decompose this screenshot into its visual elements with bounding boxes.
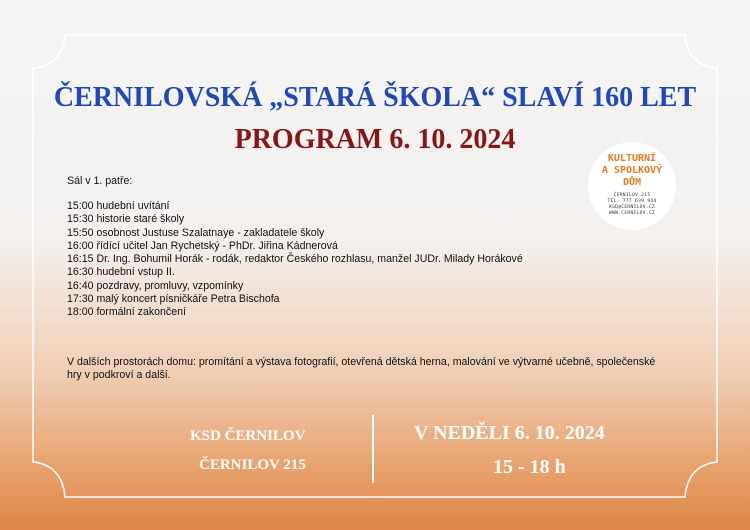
logo-line-3: DŮM [622,177,642,188]
program-item: 17:30 malý koncert písničkáře Petra Bischofa [67,293,280,306]
program-item: 16:15 Dr. Ing. Bohumil Horák - rodák, redaktor Českého rozhlasu, manžel JUDr. Milady Horákové [67,253,523,266]
additional-activities: V dalších prostorách domu: promítání a výstava fotografií, otevřená dětská herna, malování ve výtvarné učebně, společenské hry v podkroví a další. [67,356,656,382]
logo-address: ČERNILOV 215 [613,193,651,198]
event-time: 15 - 18 h [493,456,566,478]
program-item: 16:00 řídící učitel Jan Rychetský - PhDr. Jiřina Kádnerová [67,239,338,252]
program-item: 18:00 formální zakončení [67,306,186,319]
organizer-name: KSD ČERNILOV [190,428,306,444]
event-title: ČERNILOVSKÁ „STARÁ ŠKOLA“ SLAVÍ 160 LET [53,82,697,113]
program-item: 15:50 osobnost Justuse Szalatnaye - zakladatele školy [67,226,325,239]
organizer-address: ČERNILOV 215 [199,457,306,473]
logo-website: WWW.CERNILOV.CZ [609,211,655,216]
program-list [67,200,523,320]
hall-label: Sál v 1. patře: [67,175,133,187]
logo-line-1: KULTURNÍ [607,153,657,164]
event-date: V NEDĚLI 6. 10. 2024 [414,422,605,444]
program-item: 16:30 hudební vstup II. [67,266,175,279]
program-heading: PROGRAM 6. 10. 2024 [234,124,516,155]
logo-phone: TEL. 777 639 944 [607,199,657,204]
program-item: 15:00 hudební uvítání [67,200,170,212]
program-item: 15:30 historie staré školy [67,213,185,226]
logo-email: KSD@CERNILOV.CZ [609,205,655,210]
ksd-logo [588,142,676,230]
footer-divider [372,415,374,483]
logo-line-2: A SPOLKOVÝ [601,165,663,176]
program-item: 16:40 pozdravy, promluvy, vzpomínky [67,279,244,292]
